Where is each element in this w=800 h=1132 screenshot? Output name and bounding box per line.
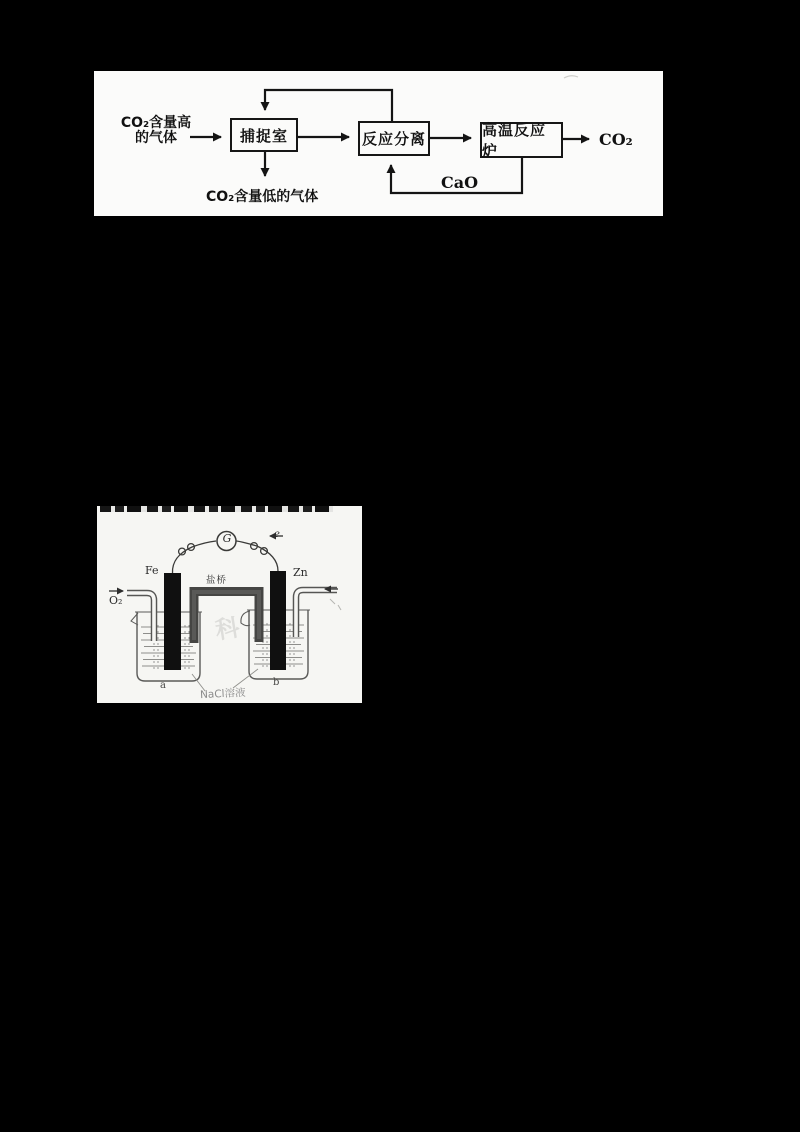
fe-electrode (164, 573, 181, 670)
left-beaker-letter: a (160, 680, 166, 691)
cao-recycle-label: CaO (441, 173, 479, 192)
right-beaker-letter: b (273, 677, 280, 688)
co2-capture-flow-diagram (94, 71, 663, 216)
input-gas-line1: CO₂含量高 (120, 115, 192, 131)
scan-watermark: 科 (213, 613, 242, 645)
o2-gas-label: O₂ (109, 594, 123, 607)
zn-electrode (270, 571, 286, 670)
galvanic-cell-diagram (97, 506, 362, 703)
electron-label: e (274, 529, 280, 540)
fe-electrode-label: Fe (145, 564, 159, 577)
right-inlet-tube (296, 590, 337, 637)
nacl-solution-label: NaCl溶液 (199, 686, 246, 702)
galvanometer-label: G (222, 532, 232, 545)
flow-box-capture-chamber-label: 捕捉室 (239, 126, 288, 145)
flow-box-high-temp-furnace-label: 高温反应炉 (482, 121, 547, 160)
flow-box-reaction-separation-label: 反应分离 (361, 130, 426, 148)
zn-electrode-label: Zn (293, 566, 308, 579)
input-gas-line2: 的气体 (135, 130, 177, 146)
flow-box-reaction-separation (358, 121, 430, 156)
faded-right-label-marks (330, 599, 341, 610)
co2-output-label: CO₂ (599, 130, 633, 149)
salt-bridge-label: 盐桥 (206, 575, 228, 586)
scan-artifact (564, 76, 578, 78)
input-gas-label (106, 116, 206, 146)
low-co2-output-label: CO₂含量低的气体 (206, 189, 319, 205)
flow-box-high-temp-furnace (480, 122, 563, 158)
flow-box-capture-chamber (230, 118, 298, 152)
